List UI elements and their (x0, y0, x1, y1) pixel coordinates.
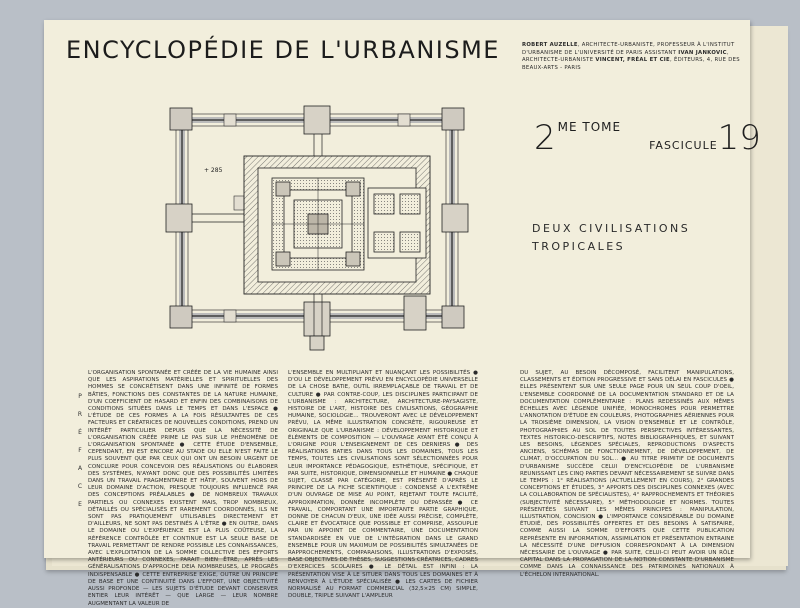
credit-2: IVAN JANKOVIC (678, 49, 727, 56)
body-column-2: L'ENSEMBLE EN MULTIPLIANT ET NUANÇANT LES POSSIBILITÉS ● D'OU LE DÉVELOPPEMENT PRÉVU EN ENCYCLOPÉDIE UNIVERSELLE DE LA CHOSE BATIE, OUTIL IRREMPLAÇABLE DE TRAVAIL ET DE CULTURE ● PAR CONTRE-COUP, LES DISCIPLINES PARTICIPANT DE L'URBANISME : ARCHITECTURE, ARCHITECTURE-PAYSAGISTE, HISTOIRE DE L'ART, HISTOIRE DES CIVILISATIONS, GÉOGRAPHIE HUMAINE, SOCIOLOGIE... TROUVERONT AVEC LE DÉVELOPPEMENT PRÉVU, LA MÊME ILLUSTRATION CONCRÈTE, RIGOUREUSE ET ORIGINALE QUE L'URBANISME : DÉVELOPPEMENT HISTORIQUE ET ÉLÉMENTS DE COMPOSITION — L'OUVRAGE AYANT ÉTÉ CONÇU À L'ORIGINE POUR L'ENSEIGNEMENT DE CES DERNIERS ● DES RÉALISATIONS BATIES DANS TOUS LES DOMAINES, TOUS LES TEMPS, TOUTES LES CIVILISATIONS SONT SÉLECTIONNÉES POUR LEUR IMPORTANCE PÉDAGOGIQUE, ESTHÉTIQUE, SPÉCIFIQUE, ET PAR SUITE, HISTORIQUE, DIMENSIONNELLE ET HUMAINE ● CHAQUE SUJET, CLASSÉ PAR CATÉGORIE, EST PRÉSENTÉ D'APRÈS LE PRINCIPE DE LA FICHE SCIENTIFIQUE : CONDENSÉ A L'EXTRÊME D'UN OUVRAGE DE MISE AU POINT, REJETANT TOUTE FACILITÉ, APPROXIMATION, DONNÉE INCOMPLÈTE OU DÉPASSÉE ● CE TRAVAIL, COMPORTANT UNE IMPORTANTE PARTIE GRAPHIQUE, DONNE DE CHACUN D'EUX, UNE IDÉE AUSSI PRÉCISE, COMPLÈTE, CLAIRE ET ÉVOCATRICE QUE POSSIBLE ET COMPRISE, ASSOUPLIE PAR UN APPOINT DE COMMENTAIRE, UNE DOCUMENTATION STANDARDISÉE EN VUE DE L'INTÉGRATION DANS LE GRAND ENSEMBLE POUR UN MAXIMUM DE POSSIBILITÉS SIMULTANÉES DE RAPPROCHEMENTS, COMPARAISONS, ILLUSTRATIONS D'EXPOSÉS, BASE OBJECTIVES DE THÈSES, SUGGESTIONS CRÉATRICES, CADRES D'EXERCICES SCOLAIRES ● LE DÉTAIL EST INFINI : LA PRÉSENTATION VISE À LE SITUER DANS TOUS LES DOMAINES ET À RENVOYER À L'ÉTUDE SPÉCIALISÉE ● LES CARTES DE FICHIER NORMALISÉ AU FORMAT COMMERCIAL (32,5×25 CM) SIMPLE, DOUBLE, TRIPLE SUIVANT L'AMPLEUR (288, 370, 478, 600)
elevation-label: + 285 (204, 167, 223, 174)
credit-3: , ARCHITECTE-URBANISTE (522, 49, 729, 64)
page-title: ENCYCLOPÉDIE DE L'URBANISME (66, 36, 500, 64)
credit-5: , ÉDITEURS, 4, RUE DES BEAUX-ARTS - PARIS (522, 57, 740, 71)
volume-info (534, 118, 761, 158)
body-column-3: DU SUJET, AU BESOIN DÉCOMPOSÉ, FACILITENT MANIPULATIONS, CLASSEMENTS ET ÉDITION PROGRESSIVE ET SANS DÉLAI EN FASCICULES ● ELLES PRÉSENTENT SUR UNE SEULE PAGE POUR UN SEUL COUP D'OEIL, L'ENSEMBLE COORDONNÉ DE LA DOCUMENTATION STANDARD ET DE LA DOCUMENTATION COMPLÉMENTAIRE : PLANS REDESSINÉS AUX MÊMES ÉCHELLES AVEC LÉGENDE UNIFIÉE, MONOCHROMES POUR PERMETTRE L'ANNOTATION D'ÉTUDE EN COULEURS, PHOTOGRAPHIES AÉRIENNES POUR LA TROISIÈME DIMENSION, LA VISION D'ENSEMBLE ET LE CONTRÔLE, PHOTOGRAPHIES AU SOL DE TOUTES PERSPECTIVES INTÉRESSANTES, TEXTES HISTORICO-DESCRIPTIFS, NOTES BIBLIOGRAPHIQUES, ET SUIVANT LES BESOINS, LÉGENDES SPÉCIALES, REPRODUCTIONS D'ASPECTS ANCIENS, SCHÉMAS DE FONCTIONNEMENT, DE DÉVELOPPEMENT, DE CLIMAT, D'OCCUPATION DU SOL... ● AU TITRE PRIMITIF DE DOCUMENTS D'URBANISME SUCCÈDE CELUI D'ENCYCLOPÉDIE DE L'URBANISME REUNISSANT LES CINQ PARTIES DEVANT NÉCESSAIREMENT SE SUIVRE DANS LE TEMPS : 1° RÉALISATIONS (ACTUELLEMENT EN COURS), 2° GRANDES CONCEPTIONS ET ÉTUDES, 3° APPORTS DES DISCIPLINES CONNEXES (AVEC LA COLLABORATION DE SPÉCIALISTES), 4° RAPPROCHEMENTS ET THÉORIES (SUBJECTIVITÉ NÉCESSAIRE), 5° MÉTHODOLOGIE ET NORMES. TOUTES PRÉSENTÉES SUIVANT LES MÊMES PRINCIPES : MANIPULATION, ILLUSTRATION, CONCISION ● L'IMPORTANCE CONSIDÉRABLE DU DOMAINE ÉTUDIÉ, DES POSSIBILITÉS OFFERTES ET DES BESOINS À SATISFAIRE, COMME AUSSI LA SOMME D'EFFORTS QUE CETTE PUBLICATION REPRÉSENTE EN INFORMATION, ASSIMILATION ET PRÉSENTATION ENTRAINE LA NÉCESSITÉ D'UNE DIFFUSION CORRESPONDANT À LA DIMENSION NÉCESSAIRE DE L'OUVRAGE ● PAR SUITE, CELUI-CI PEUT AVOIR UN RÔLE CAPITAL DANS LA PROPAGATION DE LA NOTION CONSTANTE D'URBANISME COMME DANS LA CONNAISSANCE DES PATRIMOINES NATIONAUX À L'ÉCHELON INTERNATIONAL. (520, 370, 734, 578)
temple-plan-drawing (164, 92, 474, 354)
card-page (44, 20, 761, 607)
preface-letter: É (78, 429, 82, 436)
fascicule-label: FASCICULE (649, 139, 718, 152)
tome-number: 2 (534, 118, 556, 158)
tome-suffix: ME TOME (557, 120, 622, 134)
subtitle: DEUX CIVILISATIONS TROPICALES (532, 222, 691, 253)
central-sanctuary (272, 178, 364, 270)
preface-letter: F (78, 447, 82, 454)
credit-1: , ARCHITECTE-URBANISTE, PROFESSEUR À L'INSTITUT D'URBANISME DE L'UNIVERSITÉ DE PARIS ASSISTANT (522, 42, 735, 56)
preface-label (74, 388, 86, 514)
body-column-1: L'ORGANISATION SPONTANÉE ET CRÉÉE DE LA VIE HUMAINE AINSI QUE LES ASPIRATIONS MATÉRIELLES ET SPIRITUELLES DES HOMMES SE CONCRÉTISENT DANS UNE INFINITÉ DE FORMES BÂTIES, FONCTIONS DES CONSTANTES DE LA NATURE HUMAINE, D'UN COEFFICIENT DE HASARD ET ENFIN DES COMBINAISONS DE CONDITIONS SITUÉES DANS LE TEMPS ET DANS L'ESPACE ● L'ÉTUDE DE CES FORMES A LA FOIS RÉSULTANTES DE CES FACTEURS ET CRÉATRICES DE NOUVELLES CONDITIONS, PREND UN INTÉRÊT PARTICULIER DEPUIS QUE LA NÉCESSITÉ DE L'ORGANISATION CRÉÉE PRIME LE PAS SUR LE PHÉNOMÈNE DE L'ORGANISATION SPONTANÉE ● CETTE ÉTUDE D'ENSEMBLE, CEPENDANT, EN EST ENCORE AU STADE OU ELLE N'EST FAITE LE PLUS SOUVENT QUE PAR CEUX QUI ONT UN BESOIN URGENT DE CONCLURE POUR CONCEVOIR DES RÉALISATIONS OU ÉLABORER DES SYSTÈMES, N'AYANT DONC QUE DES POSSIBILITÉS LIMITÉES DANS UN TRAVAIL FRAGMENTAIRE ET HÂTIF, SOUVENT HORS DE LEUR DOMAINE D'ACTION, PRESQUE TOUJOURS INFLUENCÉ PAR DES CONCEPTIONS PRÉALABLES ● DE NOMBREUX TRAVAUX PARTIELS OU CONNEXES EXISTENT MAIS, TROP NOMBREUX, DÉTAILLÉS OU SPÉCIALISÉS ET RAREMENT COORDONNÉS, ILS NE SONT PAS PRATIQUEMENT UTILISABLES DIRECTEMENT ET D'AILLEURS, NE SONT PAS DESTINÉS À L'ÊTRE ● EN OUTRE, DANS LE DOMAINE OU L'EXPÉRIENCE EST LA PLUS COÛTEUSE, LA RÉFÉRENCE CONTRÔLÉE ET CONTINUE EST LA SEULE BASE DE TRAVAIL PERMETTANT DE RENDRE POSSIBLE LES CONNAISSANCES, AVEC L'EXPLOITATION DE LA SOMME COLLECTIVE DES EFFORTS ANTÉRIEURS OU CONNEXES, PARAIT BIEN ÊTRE, APRÈS LES GÉNÉRALISATIONS D'APPROCHE DEIA NOMBREUSES, LE PROGRÈS INDISPENSABLE ● CETTE ENTREPRISE EXIGE, OUTRE UN PRINCIPE DE BASE ET UNE CONTINUITÉ DANS L'EFFORT, UNE OBJECTIVITÉ AUSSI PROFONDE — LES SUJETS D'ÉTUDE DEVANT CONSERVER ENTIER LEUR INTÉRÊT — QUE LARGE — LEUR NOMBRE AUGMENTANT LA VALEUR DE (88, 370, 278, 607)
credit-4: VINCENT, FRÉAL ET CIE (595, 57, 670, 64)
preface-letter: A (77, 465, 83, 472)
fascicule-number: 19 (717, 118, 761, 158)
east-annex (368, 188, 426, 258)
preface-letter: C (77, 483, 83, 490)
credit-0: ROBERT AUZELLE (522, 42, 578, 48)
preface-letter: P (78, 393, 82, 400)
preface-letter: R (77, 411, 83, 418)
credits-block (522, 42, 744, 72)
preface-letter: E (78, 501, 82, 508)
